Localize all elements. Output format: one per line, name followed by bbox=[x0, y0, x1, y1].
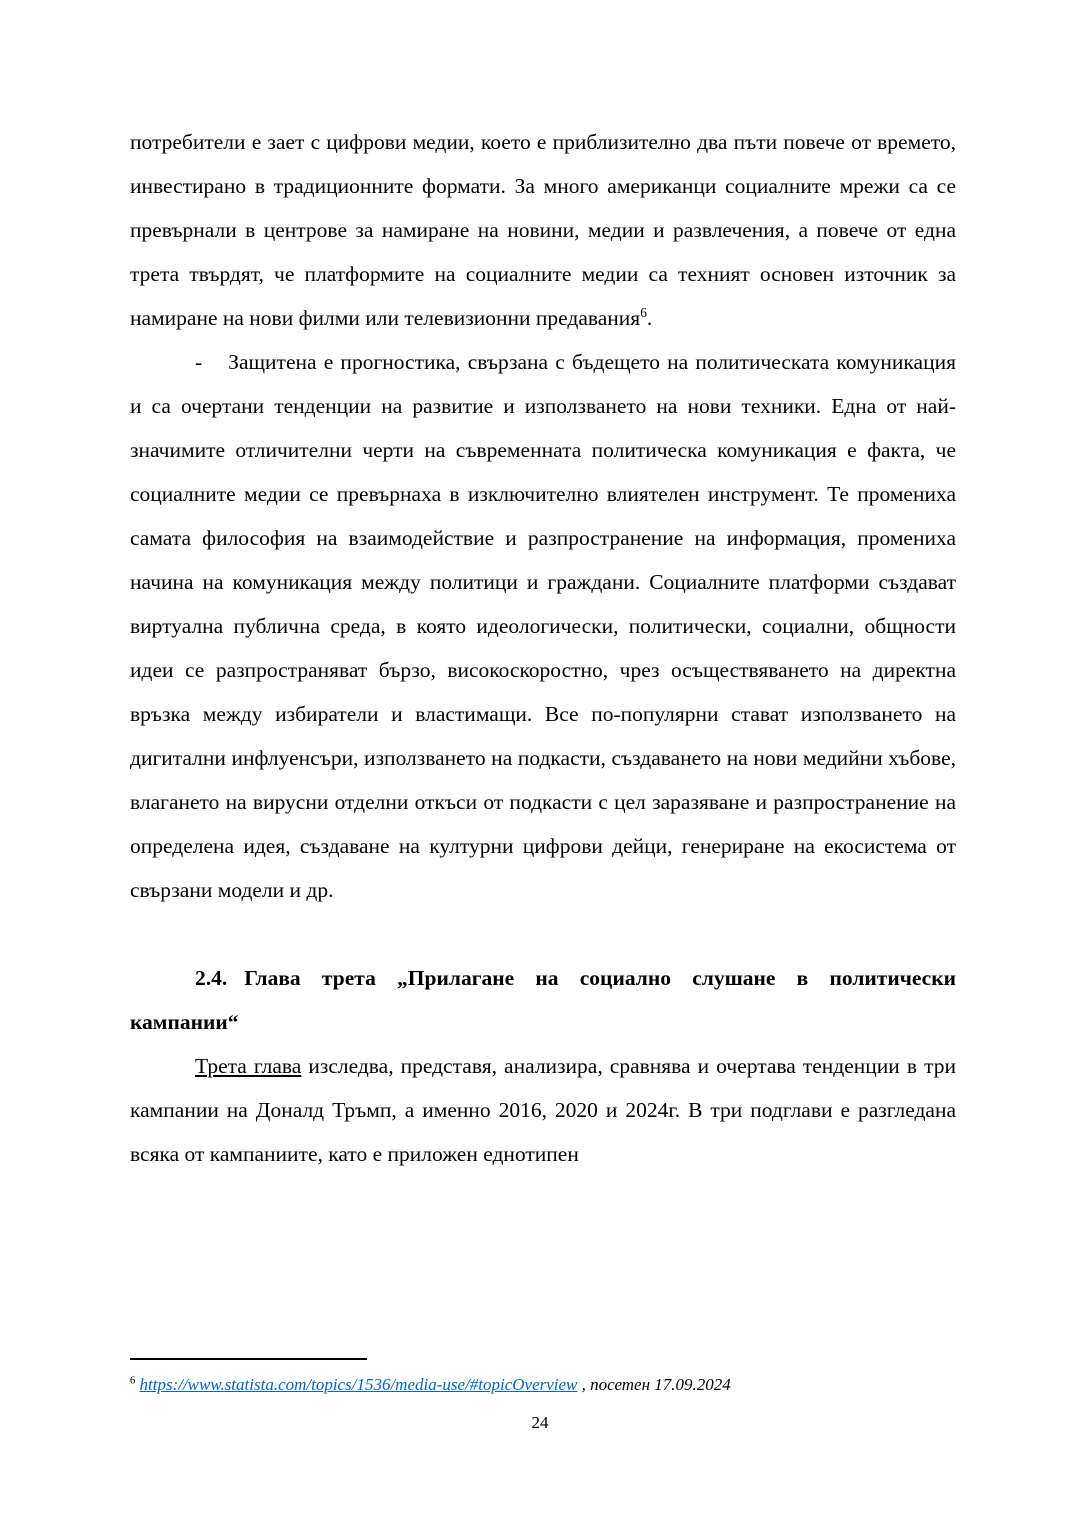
paragraph-chapter-three bbox=[130, 1044, 956, 1176]
paragraph-lead-underlined: Трета глава bbox=[195, 1054, 302, 1078]
footnote-number: 6 bbox=[130, 1375, 136, 1387]
footnote-text bbox=[130, 1372, 956, 1398]
section-title: Глава трета „Прилагане на социално слушане в политически кампании“ bbox=[130, 966, 956, 1034]
paragraph-text: изследва, представя, анализира, сравнява и очертава тенденции в три кампании на Доналд Тръмп, а именно 2016, 2020 и 2024г. В три подглави е разгледана всяка от кампаниите, като е приложен еднотипен bbox=[130, 1054, 956, 1166]
paragraph-text: потребители е зает с цифрови медии, което е приблизително два пъти повече от времето, инвестирано в традиционните формати. За много американци социалните мрежи са се превърнали в центрове за намиране на новини, медии и развлечения, а повече от една трета твърдят, че платформите на социалните медии са техният основен източник за намиране на нови филми или телевизионни предавания bbox=[130, 130, 956, 330]
paragraph-prognostics-bullet bbox=[130, 340, 956, 912]
paragraph-media-use bbox=[130, 120, 956, 340]
section-number: 2.4. bbox=[195, 966, 228, 990]
footnote-link[interactable]: https://www.statista.com/topics/1536/media-use/#topicOverview bbox=[139, 1375, 578, 1394]
paragraph-text: . bbox=[646, 306, 653, 330]
section-heading bbox=[130, 956, 956, 1044]
footnote-area bbox=[130, 1358, 956, 1398]
paragraph-text: Защитена е прогностика, свързана с бъдещето на политическата комуникация и са очертани тенденции на развитие и използването на нови техники. Една от най-значимите отличителни черти на съвременната политическа комуникация е факта, че социалните медии се превърнаха в изключително влиятелен инструмент. Те промениха самата философия на взаимодействие и разпространение на информация, промениха начина на комуникация между политици и граждани. Социалните платформи създават виртуална публична среда, в която идеологически, политически, социални, общности идеи се разпространяват бързо, високоскоростно, чрез осъществяването на директна връзка между избиратели и властимащи. Все по-популярни стават използването на дигитални инфлуенсъри, използването на подкасти, създаването на нови медийни хъбове, влагането на вирусни отделни откъси от подкасти с цел заразяване и разпространение на определена идея, създаване на културни цифрови дейци, генериране на екосистема от свързани модели и др. bbox=[130, 350, 956, 902]
page-body bbox=[130, 120, 956, 1176]
bullet-dash: - bbox=[195, 350, 203, 374]
page-number: 24 bbox=[531, 1413, 549, 1432]
footnote-reference: 6 bbox=[640, 304, 647, 320]
footnote-separator-rule bbox=[130, 1358, 367, 1360]
footnote-visited-date: , посетен 17.09.2024 bbox=[577, 1375, 731, 1394]
